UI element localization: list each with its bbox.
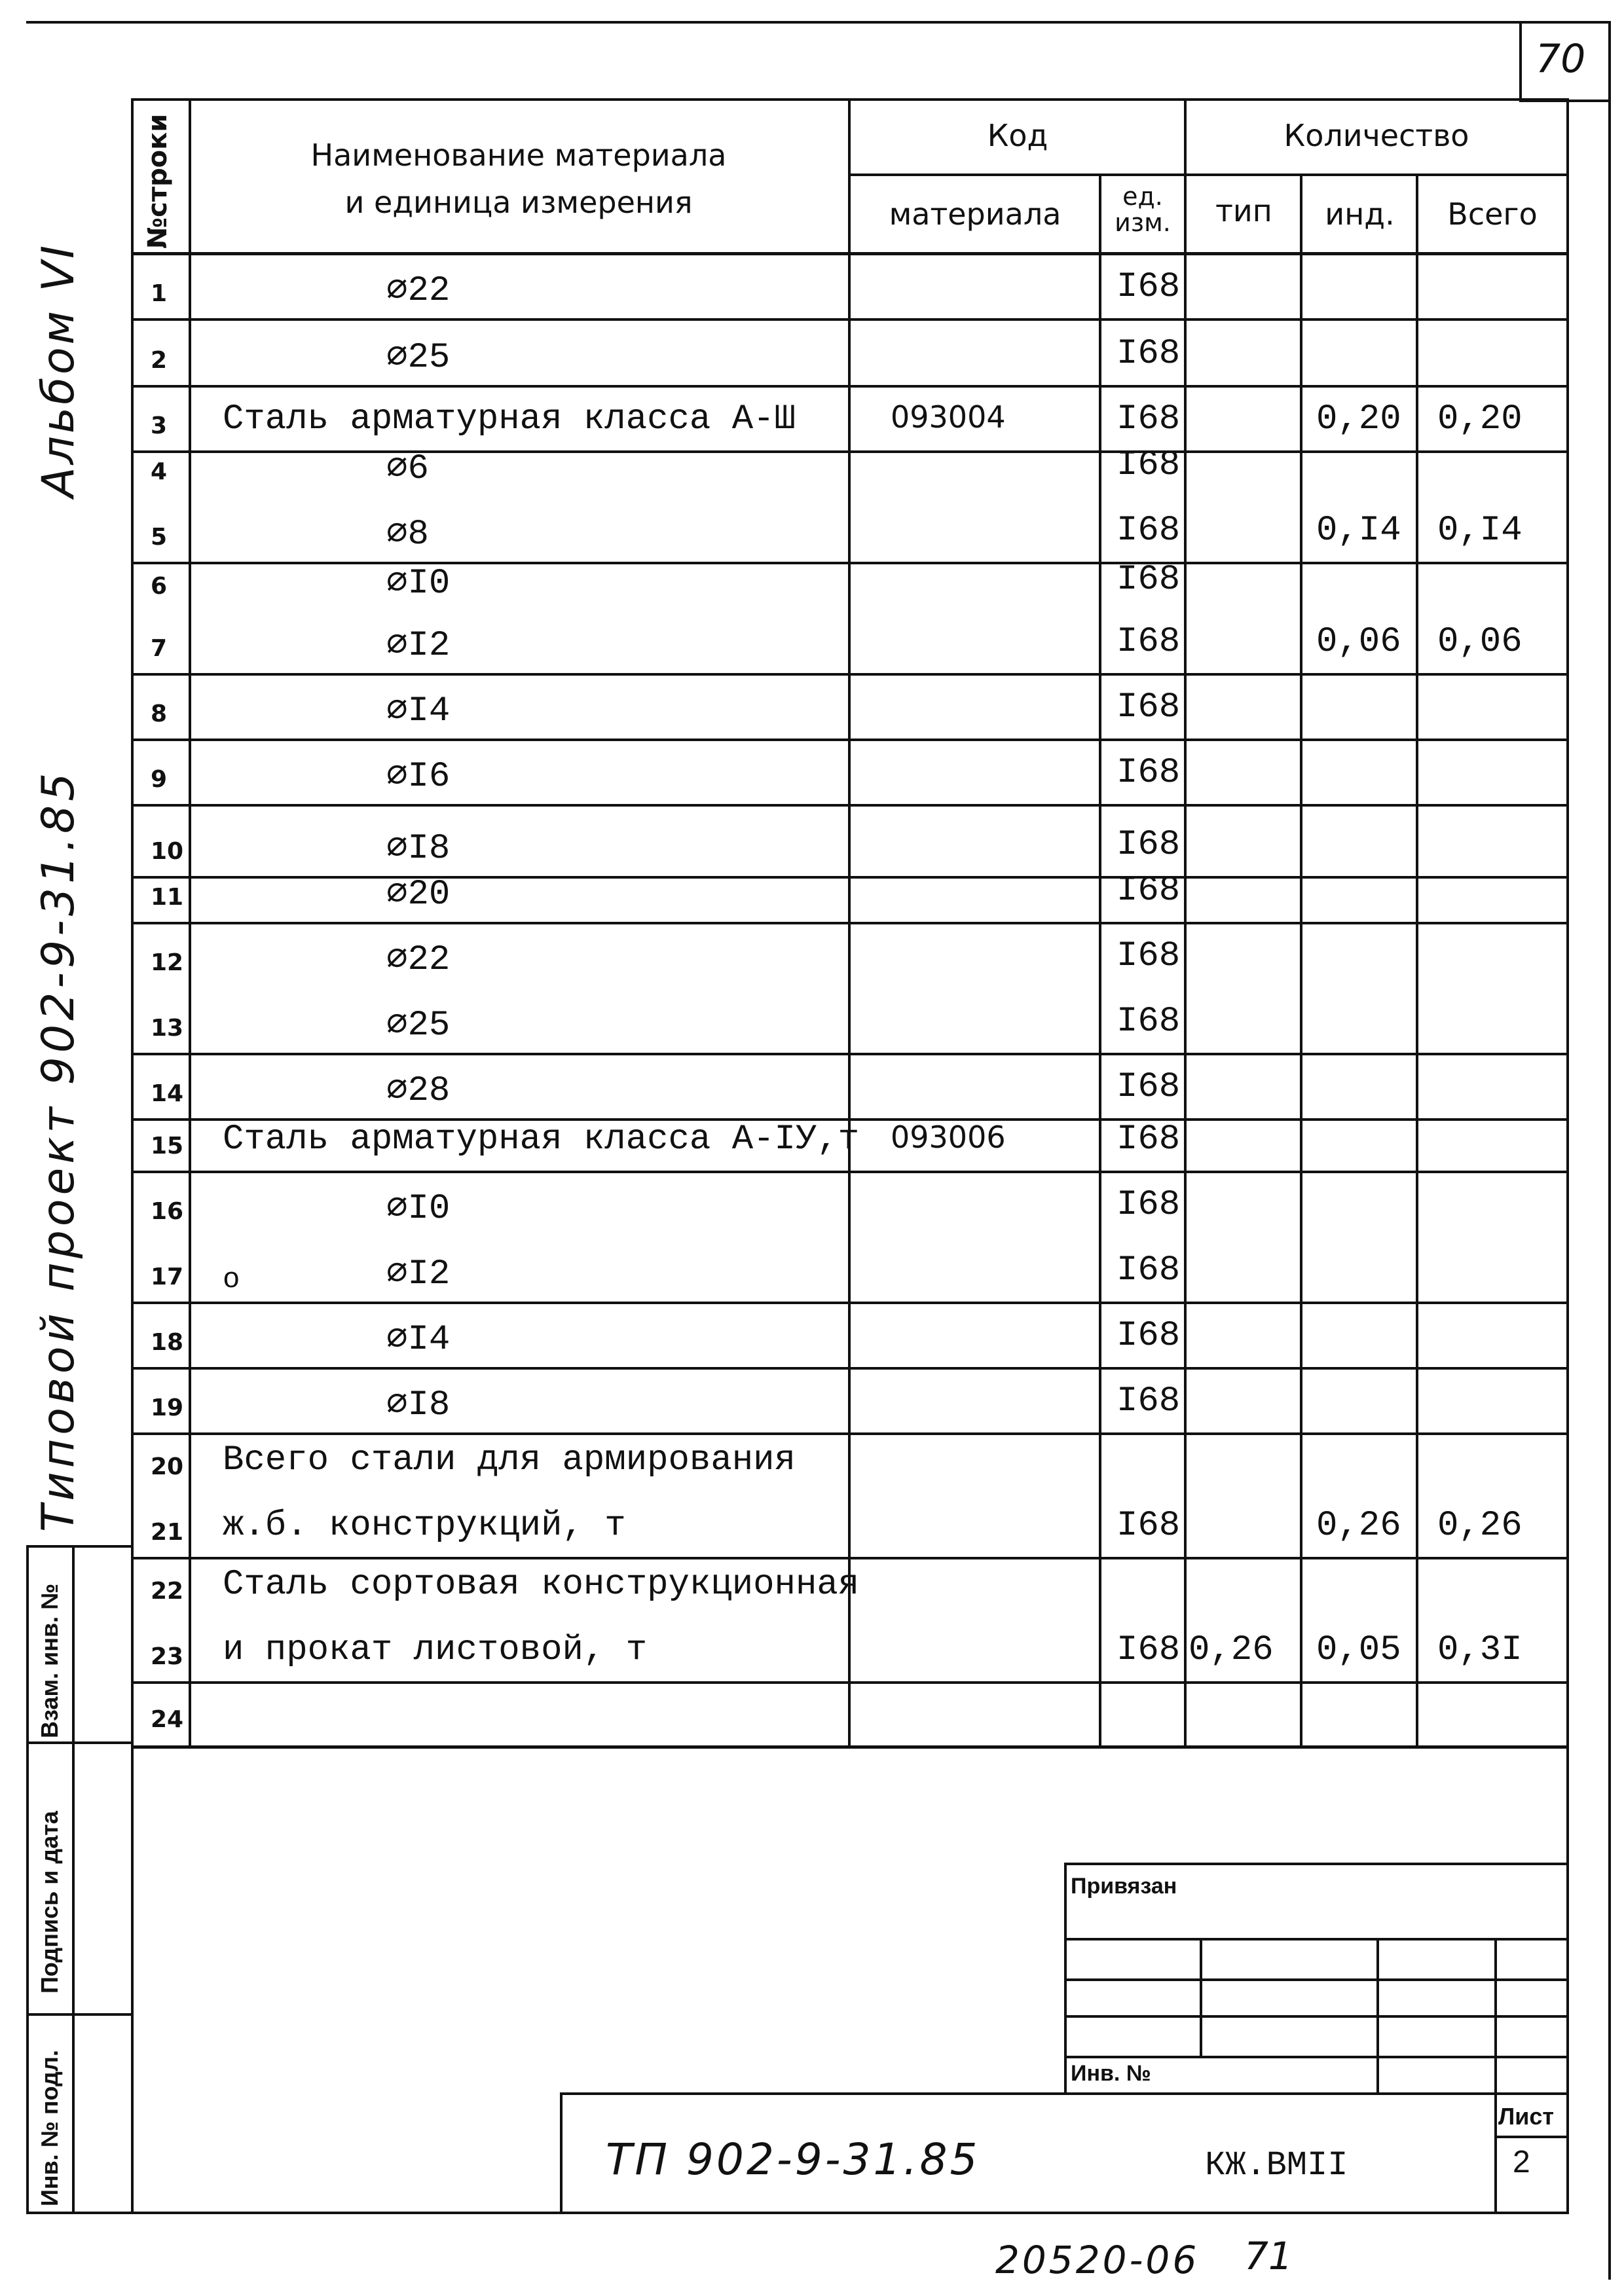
quantity-header: Количество	[1283, 118, 1469, 153]
side-album-label: Альбом VI	[33, 242, 84, 498]
row-divider	[131, 738, 1569, 741]
unit-code: I68	[1116, 825, 1181, 865]
material-name: ⌀I0	[386, 1189, 451, 1229]
row-number: 19	[151, 1394, 184, 1421]
row-number: 2	[151, 347, 168, 374]
material-name: ж.б. конструкций, т	[223, 1506, 626, 1546]
qty-ind: 0,20	[1316, 399, 1401, 439]
inv-podl-label: Инв. № подл.	[36, 2050, 63, 2206]
row-number: 14	[151, 1080, 184, 1107]
row-divider	[131, 1171, 1569, 1173]
document-code: КЖ.ВМII	[1205, 2146, 1348, 2185]
qty-ind-header: инд.	[1325, 196, 1395, 232]
qty-total: 0,I4	[1437, 511, 1522, 551]
row-number: 15	[151, 1133, 184, 1159]
row-divider	[131, 562, 1569, 564]
row17-mark: о	[223, 1264, 240, 1296]
unit-code: I68	[1116, 334, 1181, 374]
material-name: ⌀I4	[386, 1320, 451, 1360]
material-name: ⌀20	[386, 875, 451, 915]
row-divider	[131, 385, 1569, 388]
qty-total: 0,3I	[1437, 1630, 1522, 1670]
row-number: 24	[151, 1706, 184, 1733]
row-number: 21	[151, 1519, 184, 1546]
footer-page: 71	[1244, 2234, 1293, 2278]
unit-code: I68	[1116, 1506, 1181, 1546]
sign-date-label: Подпись и дата	[36, 1811, 63, 1994]
material-name: ⌀8	[386, 515, 429, 555]
row-divider	[131, 804, 1569, 807]
row-number: 11	[151, 884, 184, 911]
code-unit-header: ед. изм.	[1115, 182, 1171, 237]
row-divider	[131, 1432, 1569, 1435]
qty-type-header: тип	[1215, 193, 1272, 228]
qty-type: 0,26	[1189, 1630, 1274, 1670]
unit-code: I68	[1116, 936, 1181, 976]
unit-code: I68	[1116, 511, 1181, 551]
row-divider	[131, 1681, 1569, 1684]
row-number: 23	[151, 1643, 184, 1670]
unit-code: I68	[1116, 622, 1181, 662]
material-name: и прокат листовой, т	[223, 1630, 648, 1670]
material-name: ⌀22	[386, 940, 451, 980]
material-name: Всего стали для армирования	[223, 1440, 796, 1480]
qty-ind: 0,06	[1316, 622, 1401, 662]
row-number: 5	[151, 524, 168, 551]
row-divider	[131, 876, 1569, 879]
material-code: 093004	[891, 399, 1006, 435]
row-number: 10	[151, 838, 184, 865]
material-code: 093006	[891, 1120, 1006, 1155]
page-number: 70	[1536, 36, 1586, 82]
unit-code: I68	[1116, 560, 1181, 600]
sheet-number: 2	[1513, 2145, 1530, 2179]
qty-total: 0,26	[1437, 1506, 1522, 1546]
order-number: 20520-06	[995, 2238, 1200, 2282]
row-divider	[131, 1367, 1569, 1370]
qty-total: 0,20	[1437, 399, 1522, 439]
unit-code: I68	[1116, 753, 1181, 793]
project-code: ТП 902-9-31.85	[606, 2134, 980, 2185]
row-divider	[131, 922, 1569, 924]
row-divider	[131, 1557, 1569, 1559]
row-number: 20	[151, 1453, 184, 1480]
material-name: ⌀6	[386, 449, 429, 489]
row-number: 7	[151, 635, 168, 662]
row-divider	[131, 450, 1569, 453]
unit-code: I68	[1116, 399, 1181, 439]
row-number: 22	[151, 1578, 184, 1605]
unit-code: I68	[1116, 267, 1181, 307]
vzam-inv-label: Взам. инв. №	[36, 1583, 63, 1738]
material-name: Сталь сортовая конструкционная	[223, 1565, 860, 1605]
unit-code: I68	[1116, 445, 1181, 485]
side-project-label: Типовой проект 902-9-31.85	[33, 769, 84, 1532]
row-number: 16	[151, 1198, 184, 1225]
row-number-header: №строки	[143, 113, 173, 249]
qty-ind: 0,I4	[1316, 511, 1401, 551]
unit-code: I68	[1116, 1120, 1181, 1159]
row-divider	[131, 1302, 1569, 1304]
row-number: 13	[151, 1015, 184, 1042]
material-name: ⌀28	[386, 1071, 451, 1111]
unit-code: I68	[1116, 1185, 1181, 1225]
code-header: Код	[987, 118, 1048, 153]
unit-code: I68	[1116, 1250, 1181, 1290]
material-name: ⌀22	[386, 271, 451, 311]
material-name: ⌀I8	[386, 1385, 451, 1425]
material-name: ⌀25	[386, 338, 451, 378]
unit-header: и единица измерения	[344, 185, 693, 220]
material-name: ⌀I2	[386, 1254, 451, 1294]
unit-code: I68	[1116, 687, 1181, 727]
qty-ind: 0,05	[1316, 1630, 1401, 1670]
material-name: ⌀I8	[386, 829, 451, 869]
material-name: ⌀I0	[386, 564, 451, 604]
material-name: ⌀25	[386, 1006, 451, 1046]
row-divider	[131, 673, 1569, 676]
row-number: 3	[151, 412, 168, 439]
material-name-header: Наименование материала	[310, 137, 727, 173]
row-number: 9	[151, 766, 168, 793]
unit-code: I68	[1116, 1316, 1181, 1356]
row-divider	[131, 318, 1569, 321]
material-name: ⌀I6	[386, 757, 451, 797]
material-name: Сталь арматурная класса А-Ш	[223, 399, 796, 439]
row-number: 6	[151, 573, 168, 600]
row-number: 4	[151, 458, 168, 485]
unit-code: I68	[1116, 1381, 1181, 1421]
sheet-label: Лист	[1498, 2103, 1555, 2130]
row-number: 8	[151, 701, 168, 727]
qty-ind: 0,26	[1316, 1506, 1401, 1546]
row-divider	[131, 1053, 1569, 1055]
inv-no-label: Инв. №	[1071, 2061, 1151, 2086]
qty-total-header: Всего	[1447, 196, 1538, 232]
row-number: 1	[151, 280, 168, 307]
row-number: 12	[151, 949, 184, 976]
material-name: ⌀I4	[386, 691, 451, 731]
material-name: Сталь арматурная класса А-IУ,т	[223, 1120, 860, 1159]
privyazan-label: Привязан	[1071, 1874, 1177, 1899]
code-material-header: материала	[889, 196, 1061, 232]
material-name: ⌀I2	[386, 626, 451, 666]
unit-code: I68	[1116, 1630, 1181, 1670]
row-number: 17	[151, 1264, 184, 1290]
unit-code: I68	[1116, 1002, 1181, 1042]
row-number: 18	[151, 1329, 184, 1356]
unit-code: I68	[1116, 871, 1181, 911]
qty-total: 0,06	[1437, 622, 1522, 662]
unit-code: I68	[1116, 1067, 1181, 1107]
